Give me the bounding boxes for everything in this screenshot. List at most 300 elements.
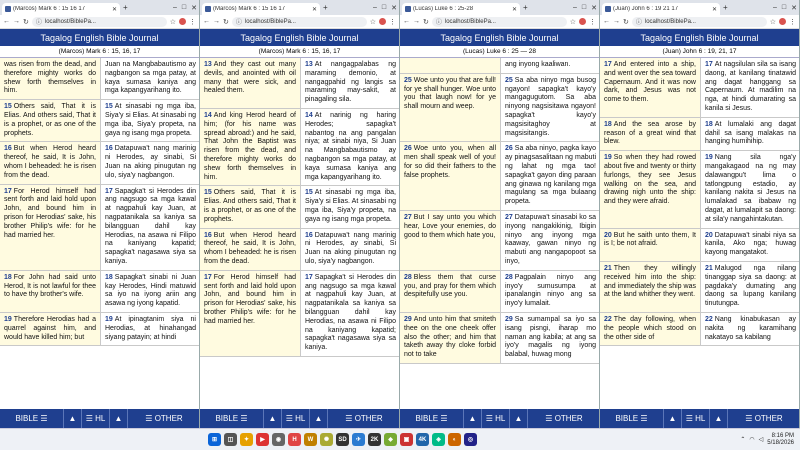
verse-number: 25	[404, 76, 412, 84]
close-window-icon[interactable]: ✕	[591, 4, 597, 12]
verse-number: 28	[404, 273, 412, 281]
taskbar-app-icon[interactable]: 4K	[416, 433, 429, 446]
verse-text: Others said, That it is Elias. And others said, That it is a prophet, or as one of the prophets.	[204, 189, 296, 223]
verse-number: 18	[4, 273, 12, 281]
back-icon[interactable]: ←	[403, 18, 410, 25]
verse-text: Woe unto you, when all men shall speak well of you! for so did their fathers to the false prophets.	[404, 145, 496, 179]
favicon-icon	[5, 6, 11, 12]
tab-title: (Marcos) Mark 6 : 15 16 17	[213, 6, 286, 12]
url-bar[interactable]	[432, 17, 567, 27]
verse-text: Bless them that curse you, and pray for them which despitefully use you.	[404, 273, 496, 299]
chapter-reference: (Marcos) Mark 6 : 15, 16, 17	[0, 46, 199, 58]
verse-number: 19	[105, 315, 113, 323]
verse-list[interactable]	[600, 58, 800, 409]
system-tray	[740, 433, 800, 447]
site-info-icon[interactable]: ⓘ	[435, 20, 442, 26]
taskbar-app-icon[interactable]: ▶	[256, 433, 269, 446]
chapter-reference: (Lucas) Luke 6 : 25 — 28	[400, 46, 599, 58]
address-toolbar	[400, 15, 599, 29]
other-menu-button[interactable]: ☰ OTHER	[745, 414, 783, 423]
reload-icon[interactable]: ↻	[423, 18, 429, 26]
site-info-icon[interactable]: ⓘ	[635, 20, 642, 26]
tagalog-verse[interactable]	[100, 271, 200, 312]
tagalog-verse[interactable]	[300, 58, 400, 108]
bible-menu-button[interactable]: BIBLE ☰	[0, 409, 64, 428]
app-title-text: Tagalog English Bible Journal	[440, 32, 559, 43]
verse-number: 26	[404, 145, 412, 153]
url-text: localhost/BiblePa...	[244, 18, 296, 25]
tagalog-verse[interactable]	[500, 271, 600, 312]
chapter-reference: (Marcos) Mark 6 : 15, 16, 17	[200, 46, 399, 58]
verse-text: And the sea arose by reason of a great wind that blew.	[604, 120, 696, 146]
tagalog-verse[interactable]	[500, 313, 600, 363]
browser-window	[600, 0, 800, 428]
back-icon[interactable]: ←	[3, 18, 10, 25]
tagalog-verse[interactable]	[300, 109, 400, 185]
verse-text: Juan na Mangbabautismo ay nagbangon sa mga patay, at kaya sumasa kaniya ang mga kapangyarihang ito.	[105, 61, 196, 95]
forward-icon[interactable]: →	[213, 18, 220, 25]
avatar[interactable]	[379, 18, 386, 25]
english-verse[interactable]	[200, 271, 300, 356]
verse-text: Datapuwa't nang marinig ni Herodes, ay sinabi, Si Juan na aking pinugutan ng ulo, siya'y nagbangon.	[305, 231, 396, 265]
english-verse[interactable]	[400, 58, 500, 73]
verse-number: 14	[204, 111, 212, 119]
favicon-icon	[405, 6, 411, 12]
highlight-menu-button[interactable]: ☰ HL	[282, 409, 310, 428]
url-text: localhost/BiblePa...	[644, 18, 696, 25]
maximize-icon[interactable]: □	[181, 3, 187, 11]
verse-number: 17	[604, 61, 612, 68]
scroll-up-button-2[interactable]: ▲	[510, 409, 528, 428]
verse-text: For John had said unto Herod, It is not lawful for thee to have thy brother's wife.	[4, 273, 96, 299]
taskbar-app-icon[interactable]: H	[288, 433, 301, 446]
tab-title: (Juan) John 6 : 19 21 17	[613, 6, 679, 12]
close-window-icon[interactable]: ✕	[791, 4, 797, 12]
minimize-icon[interactable]: –	[772, 3, 777, 11]
verse-row[interactable]	[400, 271, 600, 313]
taskbar-app-icon[interactable]: 2K	[368, 433, 381, 446]
close-window-icon[interactable]: ✕	[191, 4, 197, 12]
verse-text: So when they had rowed about five and twenty or thirty furlongs, they see Jesus walking on the sea, and drawing nigh unto the ship: and they were afraid.	[604, 154, 696, 206]
bookmark-star-icon[interactable]: ☆	[769, 18, 776, 26]
browser-tab[interactable]	[602, 3, 720, 15]
verse-number: 15	[204, 189, 212, 197]
avatar[interactable]	[179, 18, 186, 25]
verse-text: But I say unto you which hear, Love your enemies, do good to them which hate you,	[404, 213, 496, 239]
verse-number: 27	[404, 213, 412, 221]
taskbar-app-icon[interactable]: ✺	[320, 433, 333, 446]
verse-number: 19	[604, 154, 612, 162]
taskbar-app-icon[interactable]: ◈	[432, 433, 445, 446]
english-verse[interactable]	[600, 151, 700, 227]
verse-number: 29	[404, 315, 412, 323]
english-verse[interactable]	[0, 185, 100, 270]
verse-list[interactable]	[400, 58, 600, 409]
avatar[interactable]	[779, 18, 786, 25]
chapter-reference: (Juan) John 6 : 19, 21, 17	[600, 46, 799, 58]
verse-text: Datapuwa't nang marinig ni Herodes, ay sinabi, Si Juan na aking pinugutan ng ulo, siya'y nagbangon.	[105, 145, 196, 179]
verse-row[interactable]	[0, 313, 200, 346]
minimize-icon[interactable]: –	[172, 3, 177, 11]
forward-icon[interactable]: →	[13, 18, 20, 25]
bottom-nav	[600, 409, 800, 428]
scroll-up-button[interactable]: ▲	[264, 409, 282, 428]
tagalog-verse[interactable]	[100, 100, 200, 141]
tagalog-verse[interactable]	[100, 58, 200, 99]
verse-text: Malugod nga nilang tinanggap siya sa daong: at pagdaka'y dumating ang daong sa lupang kanilang tinutungpa.	[705, 264, 796, 308]
taskbar-icons	[208, 433, 477, 446]
verse-text: Datapuwa't sinasabi ko sa inyong nangakikinig, Ibigin ninyo ang inyong mga kaaway, gawan ninyo ng mabuti ang nangapopoot sa inyo,	[505, 213, 596, 265]
verse-number: 21	[705, 264, 713, 272]
verse-number: 26	[505, 145, 513, 153]
browser-tab[interactable]	[402, 3, 520, 15]
scroll-up-button[interactable]: ▲	[464, 409, 482, 428]
verse-number: 25	[505, 76, 513, 84]
bookmark-star-icon[interactable]: ☆	[569, 18, 576, 26]
tab-bar	[200, 0, 399, 15]
verse-number: 14	[305, 111, 313, 119]
verse-row[interactable]	[200, 186, 400, 228]
bottom-nav	[200, 409, 400, 428]
verse-number: 22	[705, 315, 713, 323]
browser-window	[400, 0, 600, 428]
site-info-icon[interactable]: ⓘ	[235, 20, 242, 26]
tagalog-verse[interactable]	[500, 58, 600, 73]
english-verse[interactable]	[400, 211, 500, 270]
verse-text: Nang kinabukasan ay nakita ng karamihang nakatayo sa kabilang	[705, 315, 796, 341]
verse-text: Sa aba ninyo mga busog ngayon! sapagka't kayo'y mangagugutom. Sa aba ninyong nagsisitawa ngayon! sapagka't kayo'y magsisitaghoy at magsisitangis.	[505, 76, 596, 137]
verse-text: Woe unto you that are full! for ye shall hunger. Woe unto you that laugh now! for ye shall mourn and weep.	[404, 76, 496, 111]
forward-icon[interactable]: →	[613, 18, 620, 25]
taskbar-app-icon[interactable]: ⊞	[208, 433, 221, 446]
verse-row[interactable]	[600, 58, 800, 118]
verse-text: For Herod himself had sent forth and laid hold upon John, and bound him in prison for Herodias' sake, his brother Philip's wife: for he had married her.	[4, 187, 96, 239]
taskbar-app-icon[interactable]: ◎	[464, 433, 477, 446]
verse-row[interactable]	[0, 185, 200, 271]
verse-number: 19	[705, 154, 713, 162]
verse-number: 13	[204, 61, 212, 68]
maximize-icon[interactable]: □	[381, 3, 387, 11]
verse-text: But when Herod heard thereof, he said, It is John, whom I beheaded: he is risen from the dead.	[204, 231, 296, 265]
tagalog-verse[interactable]	[300, 186, 400, 227]
taskbar-app-icon[interactable]: ◉	[272, 433, 285, 446]
english-verse[interactable]	[400, 74, 500, 142]
app-title	[200, 29, 399, 46]
english-verse[interactable]	[200, 58, 300, 108]
english-verse[interactable]	[600, 58, 700, 117]
chevron-up-icon[interactable]: ⌃	[740, 437, 746, 443]
browser-tab[interactable]	[2, 3, 120, 15]
english-verse[interactable]	[600, 313, 700, 345]
verse-number: 17	[105, 187, 113, 195]
back-icon[interactable]: ←	[203, 18, 210, 25]
app-title-text: Tagalog English Bible Journal	[240, 32, 359, 43]
verse-number: 27	[505, 213, 513, 221]
verse-row[interactable]	[600, 313, 800, 346]
taskbar-app-icon[interactable]: ✈	[352, 433, 365, 446]
url-text: localhost/BiblePa...	[444, 18, 496, 25]
verse-row[interactable]	[600, 118, 800, 151]
menu-icon[interactable]: ⋮	[589, 18, 596, 26]
bookmark-star-icon[interactable]: ☆	[169, 18, 176, 26]
scroll-up-button-2[interactable]: ▲	[110, 409, 128, 428]
taskbar-app-icon[interactable]: SD	[336, 433, 349, 446]
url-bar[interactable]	[632, 17, 767, 27]
tab-bar	[600, 0, 799, 15]
verse-text: And they cast out many devils, and anointed with oil many that were sick, and healed them.	[204, 61, 296, 95]
maximize-icon[interactable]: □	[781, 3, 787, 11]
verse-number: 16	[4, 145, 12, 153]
taskbar-app-icon[interactable]: W	[304, 433, 317, 446]
verse-list[interactable]	[200, 58, 400, 409]
menu-icon[interactable]: ⋮	[189, 18, 196, 26]
browser-window	[0, 0, 200, 428]
tagalog-verse[interactable]	[700, 229, 800, 261]
url-bar[interactable]	[32, 17, 167, 27]
english-verse[interactable]	[400, 271, 500, 312]
verse-number: 16	[204, 231, 212, 239]
favicon-icon	[205, 6, 211, 12]
english-verse[interactable]	[0, 271, 100, 312]
tagalog-verse[interactable]	[700, 313, 800, 345]
window-controls	[373, 4, 397, 12]
verse-text: At ipinagtanim siya ni Herodias, at hinahangad siyang patayin; at hindi	[105, 315, 196, 341]
english-verse[interactable]	[200, 229, 300, 270]
scroll-up-button-2[interactable]: ▲	[310, 409, 328, 428]
english-verse[interactable]	[0, 58, 100, 99]
address-toolbar	[200, 15, 399, 29]
english-verse[interactable]	[600, 229, 700, 261]
verse-row[interactable]	[200, 229, 400, 271]
address-toolbar	[600, 15, 799, 29]
menu-icon[interactable]: ⋮	[389, 18, 396, 26]
tab-bar	[0, 0, 199, 15]
site-info-icon[interactable]: ⓘ	[35, 20, 42, 26]
tagalog-verse[interactable]	[300, 229, 400, 270]
verse-text: And unto him that smiteth thee on the one cheek offer also the other; and him that taketh away thy cloke forbid not to take	[404, 315, 496, 359]
window-controls	[573, 4, 597, 12]
verse-number: 15	[105, 103, 113, 111]
new-tab-icon[interactable]: +	[523, 3, 528, 12]
reload-icon[interactable]: ↻	[223, 18, 229, 26]
window-controls	[773, 4, 797, 12]
verse-text: And entered into a ship, and went over the sea toward Capernaum. And it was now dark, and Jesus was not come to them.	[604, 61, 696, 104]
verse-text: At narinig ng haring Herodes; sapagka't nabantog na ang pangalan niya; at sinabi niya, Si Juan na Mangbabautismo ay nagbangon sa mga patay, at kaya sumasa kaniya ang mga kapangyarihang ito.	[305, 111, 396, 181]
verse-row[interactable]	[0, 142, 200, 184]
verse-row[interactable]	[200, 271, 400, 357]
browser-window	[200, 0, 400, 428]
close-tab-icon[interactable]: ✕	[311, 6, 317, 13]
app-title	[400, 29, 599, 46]
verse-number: 17	[305, 273, 313, 281]
close-tab-icon[interactable]: ✕	[111, 6, 117, 13]
bible-menu-button[interactable]: BIBLE ☰	[200, 409, 264, 428]
verse-list[interactable]	[0, 58, 200, 409]
verse-text: At sinasabi ng mga iba, Siya'y si Elias. At sinasabi ng mga iba, Siya'y propeta, na gaya ng isang mga propeta.	[105, 103, 196, 137]
taskbar-app-icon[interactable]: ◆	[384, 433, 397, 446]
verse-text: was risen from the dead, and therefore mighty works do shew forth themselves in him.	[4, 61, 96, 95]
verse-text: Sapagka't sinabi ni Juan kay Herodes, Hindi matuwid sa iyo na iyong ariin ang asawa ng iyong kapatid.	[105, 273, 196, 308]
wifi-icon[interactable]: ◠	[749, 437, 755, 443]
tagalog-verse[interactable]	[700, 58, 800, 117]
english-verse[interactable]	[0, 100, 100, 141]
verse-text: ang inyong kaaliwan.	[505, 61, 571, 68]
verse-text: At sinasabi ng mga iba, Siya'y si Elias. At sinasabi ng mga iba, Siya'y propeta, na gaya ng isang mga propeta.	[305, 189, 396, 223]
verse-text: The day following, when the people which stood on the other side of	[604, 315, 696, 341]
other-menu-button[interactable]: ☰ OTHER	[545, 414, 583, 423]
verse-text: But when Herod heard thereof, he said, It is John, whom I beheaded: he is risen from the dead.	[4, 145, 96, 179]
avatar[interactable]	[579, 18, 586, 25]
menu-icon[interactable]: ⋮	[789, 18, 796, 26]
verse-text: At nagsilulan sila sa isang daong, at kanilang tinatawid ang dagat hanggang sa Capernaum. At madilim na nga, at hindi dumarating sa kanila si Jesus.	[705, 61, 796, 112]
verse-text: But he saith unto them, It is I; be not afraid.	[604, 231, 696, 248]
clock-date: 5/18/2026	[767, 439, 794, 446]
verse-number: 18	[705, 120, 713, 128]
verse-number: 17	[4, 187, 12, 195]
verse-row[interactable]	[600, 262, 800, 313]
tagalog-verse[interactable]	[500, 142, 600, 210]
other-menu-button[interactable]: ☰ OTHER	[145, 414, 183, 423]
verse-text: Pagpalain ninyo ang inyo'y sumusumpa at ipanalangin ninyo ang sa inyo'y lumalait.	[505, 273, 596, 308]
english-verse[interactable]	[200, 186, 300, 227]
english-verse[interactable]	[600, 118, 700, 150]
url-text: localhost/BiblePa...	[44, 18, 96, 25]
tagalog-verse[interactable]	[100, 142, 200, 183]
verse-row[interactable]	[200, 58, 400, 109]
verse-text: Nang sila nga'y mangakagaod na ng may dalawangpu't lima o tatlongpung estadio, ay kanilang nakita si Jesus na lumalakad sa ibabaw ng dagat, at lumalapit sa daong: at sila'y nangahintakutan.	[705, 154, 796, 223]
verse-text: Then they willingly received him into the ship: and immediately the ship was at the land whither they went.	[604, 264, 696, 299]
tab-bar	[400, 0, 599, 15]
verse-row[interactable]	[400, 74, 600, 143]
tagalog-verse[interactable]	[500, 211, 600, 270]
verse-number: 19	[4, 315, 12, 323]
reload-icon[interactable]: ↻	[623, 18, 629, 26]
verse-text: At lumalaki ang dagat dahil sa isang malakas na hanging humihihip.	[705, 120, 796, 146]
verse-row[interactable]	[0, 100, 200, 142]
clock[interactable]	[767, 433, 794, 447]
verse-number: 20	[705, 231, 713, 239]
verse-row[interactable]	[0, 58, 200, 100]
english-verse[interactable]	[0, 313, 100, 345]
verse-row[interactable]	[400, 58, 600, 74]
app-title	[0, 29, 199, 46]
tab-title: (Marcos) Mark 6 : 15 16 17	[13, 6, 86, 12]
app-title	[600, 29, 799, 46]
verse-number: 15	[305, 189, 313, 197]
browser-tab[interactable]	[202, 3, 320, 15]
tab-title: (Lucas) Luke 6 : 25-28	[413, 6, 474, 12]
highlight-menu-button[interactable]: ☰ HL	[682, 409, 710, 428]
forward-icon[interactable]: →	[413, 18, 420, 25]
bottom-nav	[400, 409, 600, 428]
verse-row[interactable]	[200, 109, 400, 186]
scroll-up-button-2[interactable]: ▲	[710, 409, 728, 428]
verse-row[interactable]	[400, 211, 600, 271]
verse-number: 16	[305, 231, 313, 239]
url-bar[interactable]	[232, 17, 367, 27]
verse-number: 18	[604, 120, 612, 128]
scroll-up-button[interactable]: ▲	[64, 409, 82, 428]
tagalog-verse[interactable]	[300, 271, 400, 356]
address-toolbar	[0, 15, 199, 29]
verse-text: At nangagpalabas ng maraming demonio, at nangagpahid ng langis sa maraming may-sakit, at pinagaling sila.	[305, 61, 396, 104]
verse-text: For Herod himself had sent forth and laid hold upon John, and bound him in prison for Herodias' sake, his brother Philip's wife: for he had married her.	[204, 273, 296, 325]
verse-text: Sa sumampal sa iyo sa isang pisngi, iharap mo naman ang kabila; at ang sa iyo'y magalis ng iyong balabal, huwag mong	[505, 315, 596, 359]
tagalog-verse[interactable]	[100, 185, 200, 270]
verse-text: Sa aba ninyo, pagka kayo ay pinagsasalitaan ng mabuti ng lahat ng mga tao! sapagka't gayon ding paraan ang ginawa ng kanilang mga magulang sa mga bulaang propeta.	[505, 145, 596, 206]
taskbar-app-icon[interactable]: ✦	[240, 433, 253, 446]
taskbar-app-icon[interactable]: ◫	[224, 433, 237, 446]
verse-number: 16	[105, 145, 113, 153]
reload-icon[interactable]: ↻	[23, 18, 29, 26]
close-window-icon[interactable]: ✕	[391, 4, 397, 12]
bookmark-star-icon[interactable]: ☆	[369, 18, 376, 26]
english-verse[interactable]	[400, 313, 500, 363]
english-verse[interactable]	[0, 142, 100, 183]
tagalog-verse[interactable]	[700, 118, 800, 150]
back-icon[interactable]: ←	[603, 18, 610, 25]
verse-number: 29	[505, 315, 513, 323]
english-verse[interactable]	[600, 262, 700, 312]
minimize-icon[interactable]: –	[572, 3, 577, 11]
verse-text: Others said, That it is Elias. And others said, That it is a prophet, or as one of the prophets.	[4, 103, 96, 137]
new-tab-icon[interactable]: +	[123, 3, 128, 12]
speaker-icon[interactable]: ◁	[758, 437, 764, 443]
verse-text: Therefore Herodias had a quarrel against him, and would have killed him; but	[4, 315, 96, 341]
app-title-text: Tagalog English Bible Journal	[40, 32, 159, 43]
taskbar	[0, 428, 800, 450]
other-menu-button[interactable]: ☰ OTHER	[345, 414, 383, 423]
close-tab-icon[interactable]: ✕	[711, 6, 717, 13]
bible-menu-button[interactable]: BIBLE ☰	[400, 409, 464, 428]
verse-number: 15	[4, 103, 12, 111]
highlight-menu-button[interactable]: ☰ HL	[82, 409, 110, 428]
bible-menu-button[interactable]: BIBLE ☰	[600, 409, 664, 428]
highlight-menu-button[interactable]: ☰ HL	[482, 409, 510, 428]
verse-row[interactable]	[600, 229, 800, 262]
verse-row[interactable]	[0, 271, 200, 313]
bottom-nav	[0, 409, 200, 428]
verse-text: Datapuwa't sinabi niya sa kanila, Ako nga; huwag kayong mangatakot.	[705, 231, 796, 257]
tagalog-verse[interactable]	[700, 151, 800, 227]
taskbar-app-icon[interactable]: ▣	[400, 433, 413, 446]
tagalog-verse[interactable]	[100, 313, 200, 345]
minimize-icon[interactable]: –	[372, 3, 377, 11]
tagalog-verse[interactable]	[700, 262, 800, 312]
clock-time: 8:16 PM	[771, 432, 794, 439]
verse-number: 21	[604, 264, 612, 272]
taskbar-app-icon[interactable]: ◐	[448, 433, 461, 446]
verse-number: 20	[604, 231, 612, 239]
verse-number: 17	[204, 273, 212, 281]
verse-row[interactable]	[600, 151, 800, 228]
favicon-icon	[605, 6, 611, 12]
new-tab-icon[interactable]: +	[323, 3, 328, 12]
maximize-icon[interactable]: □	[581, 3, 587, 11]
english-verse[interactable]	[200, 109, 300, 185]
verse-number: 18	[105, 273, 113, 281]
close-tab-icon[interactable]: ✕	[511, 6, 517, 13]
verse-number: 22	[604, 315, 612, 323]
tagalog-verse[interactable]	[500, 74, 600, 142]
app-title-text: Tagalog English Bible Journal	[640, 32, 759, 43]
verse-row[interactable]	[400, 313, 600, 364]
verse-text: And king Herod heard of him; (for his name was spread abroad:) and he said, That John the Baptist was risen from the dead, and therefore mighty works do shew forth themselves in him.	[204, 111, 296, 181]
new-tab-icon[interactable]: +	[723, 3, 728, 12]
scroll-up-button[interactable]: ▲	[664, 409, 682, 428]
english-verse[interactable]	[400, 142, 500, 210]
verse-row[interactable]	[400, 142, 600, 211]
